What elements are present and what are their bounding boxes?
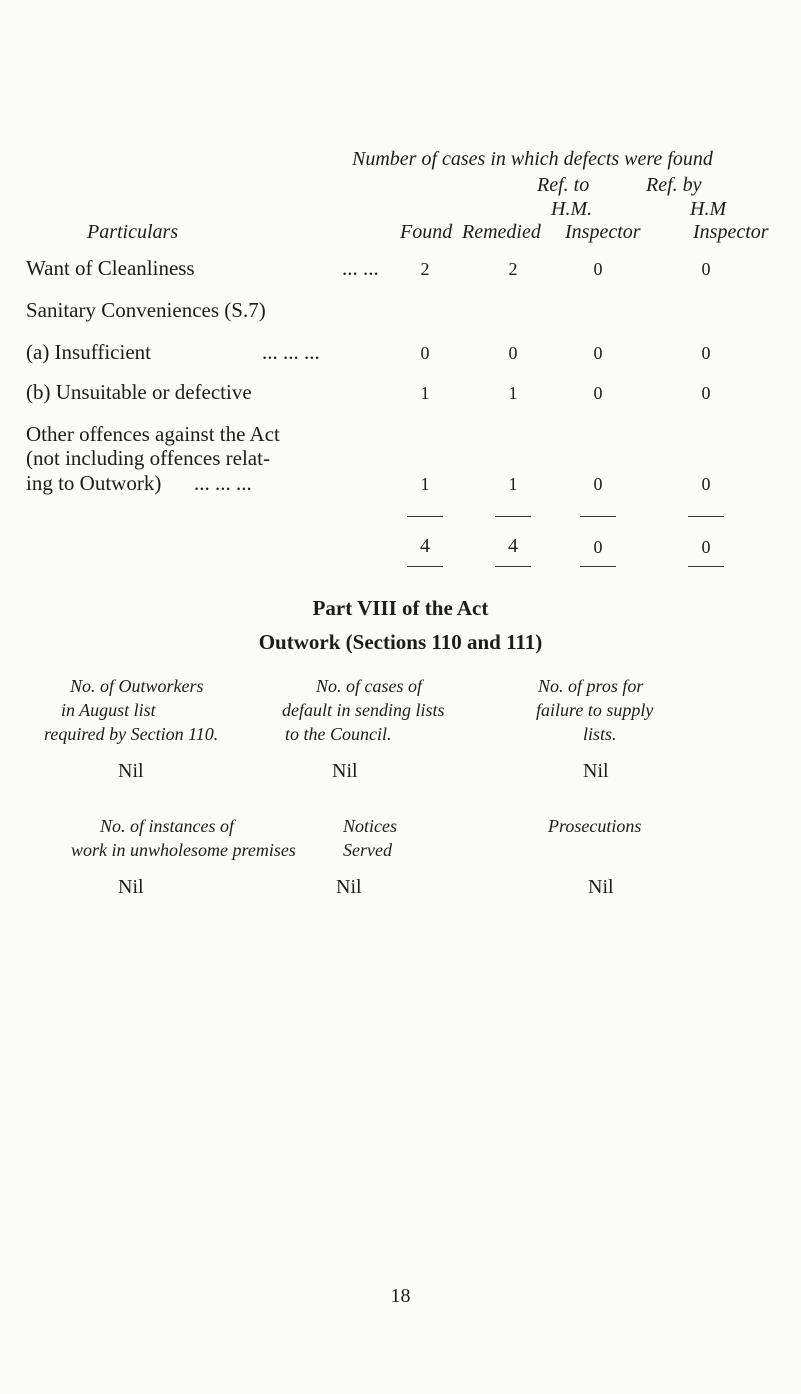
- rule: [495, 566, 531, 567]
- cell-ref-by: 0: [701, 259, 711, 279]
- cell-ref-to: 0: [593, 474, 603, 494]
- particulars-header: Particulars: [87, 221, 179, 243]
- rule: [688, 566, 724, 567]
- rule: [580, 566, 616, 567]
- pros-value: Nil: [583, 760, 609, 782]
- row-dots: ... ... ...: [262, 340, 320, 364]
- ref-by-header-line1: Ref. by: [646, 174, 702, 196]
- cell-ref-to: 0: [593, 343, 603, 363]
- pros-heading-2: failure to supply: [536, 700, 654, 720]
- row-label-other-2: (not including offences relat-: [26, 446, 270, 470]
- cell-ref-by: 0: [701, 343, 711, 363]
- default-heading-1: No. of cases of: [316, 676, 422, 696]
- row-label-other-1: Other offences against the Act: [26, 422, 280, 446]
- cell-found: 1: [420, 474, 430, 494]
- rule: [495, 516, 531, 517]
- outworkers-heading-2: in August list: [61, 700, 156, 720]
- instances-heading-1: No. of instances of: [100, 816, 234, 836]
- row-label-sanitary: Sanitary Conveniences (S.7): [26, 298, 266, 322]
- notices-heading-1: Notices: [343, 816, 397, 836]
- cell-remedied: 2: [508, 259, 518, 279]
- row-label-other-3: ing to Outwork): [26, 471, 162, 495]
- row-label-insufficient: (a) Insufficient: [26, 340, 151, 364]
- remedied-header: Remedied: [462, 221, 541, 243]
- notices-value: Nil: [336, 876, 362, 898]
- rule: [580, 516, 616, 517]
- ref-by-header-line2: H.M: [690, 198, 727, 220]
- instances-heading-2: work in unwholesome premises: [71, 840, 296, 860]
- rule: [407, 566, 443, 567]
- cell-ref-by: 0: [701, 474, 711, 494]
- prosecutions-heading: Prosecutions: [548, 816, 642, 836]
- cell-ref-to: 0: [593, 383, 603, 403]
- notices-heading-2: Served: [343, 840, 392, 860]
- outworkers-heading-3: required by Section 110.: [44, 724, 219, 744]
- pros-heading-1: No. of pros for: [538, 676, 644, 696]
- total-remedied: 4: [508, 535, 518, 557]
- ref-to-header-line3: Inspector: [565, 221, 641, 243]
- found-header: Found: [400, 221, 453, 243]
- total-ref-to: 0: [593, 537, 603, 557]
- row-label-cleanliness: Want of Cleanliness: [26, 256, 195, 280]
- default-value: Nil: [332, 760, 358, 782]
- rule: [688, 516, 724, 517]
- group-header: Number of cases in which defects were found: [352, 148, 713, 170]
- cell-ref-by: 0: [701, 383, 711, 403]
- default-heading-3: to the Council.: [285, 724, 392, 744]
- total-found: 4: [420, 535, 430, 557]
- row-label-unsuitable: (b) Unsuitable or defective: [26, 380, 252, 404]
- outworkers-heading-1: No. of Outworkers: [70, 676, 204, 696]
- ref-to-header-line2: H.M.: [551, 198, 593, 220]
- part-subtitle: Outwork (Sections 110 and 111): [258, 630, 543, 654]
- pros-heading-3: lists.: [583, 724, 617, 744]
- ref-to-header-line1: Ref. to: [537, 174, 590, 196]
- instances-value: Nil: [118, 876, 144, 898]
- rule: [407, 516, 443, 517]
- outworkers-value: Nil: [118, 760, 144, 782]
- cell-found: 0: [420, 343, 430, 363]
- ref-by-header-line3: Inspector: [693, 221, 769, 243]
- total-ref-by: 0: [701, 537, 711, 557]
- default-heading-2: default in sending lists: [282, 700, 445, 720]
- page-number: 18: [390, 1285, 411, 1307]
- row-dots: ... ...: [342, 256, 379, 280]
- cell-remedied: 1: [508, 474, 518, 494]
- cell-remedied: 0: [508, 343, 518, 363]
- prosecutions-value: Nil: [588, 876, 614, 898]
- cell-found: 2: [420, 259, 430, 279]
- cell-remedied: 1: [508, 383, 518, 403]
- part-title: Part VIII of the Act: [312, 596, 489, 620]
- row-dots: ... ... ...: [194, 471, 252, 495]
- cell-found: 1: [420, 383, 430, 403]
- cell-ref-to: 0: [593, 259, 603, 279]
